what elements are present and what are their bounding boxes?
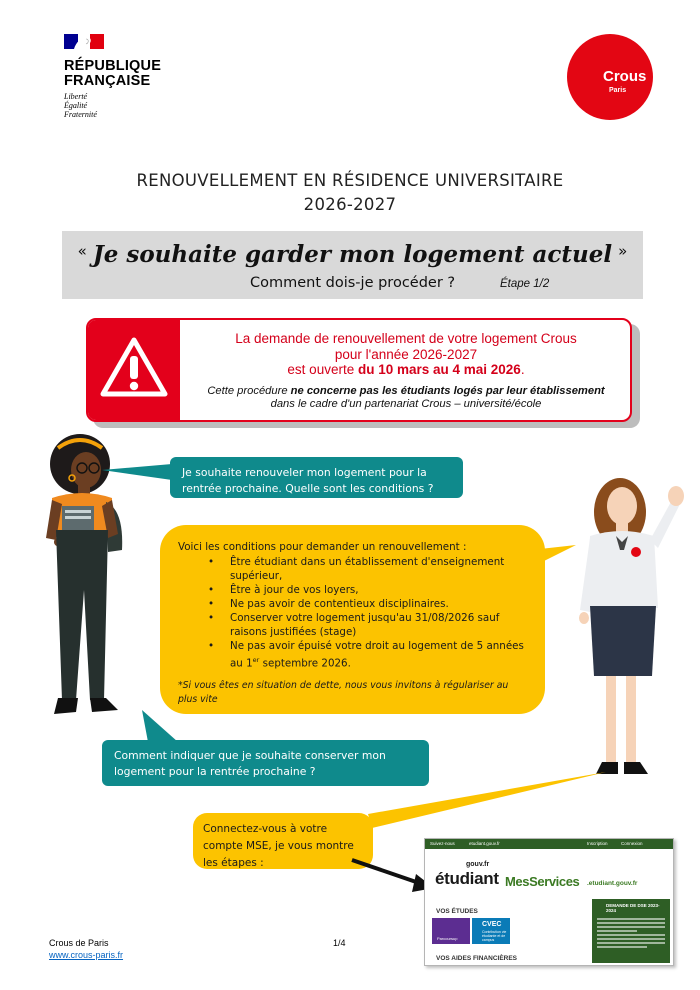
republic-motto: Liberté Égalité Fraternité — [64, 92, 97, 119]
warning-line-3: est ouverte du 10 mars au 4 mai 2026. — [287, 362, 525, 377]
screenshot-topbar: Suivez-nous etudiant.gouv.fr Inscription Connexion — [425, 839, 673, 849]
warning-line-1: La demande de renouvellement de votre logement Crous — [235, 331, 577, 346]
marianne-flag-icon — [64, 34, 104, 49]
screenshot-cvec-card: CVEC Contribution vie étudiante et de campus — [472, 918, 510, 944]
mes-services-screenshot — [424, 838, 674, 966]
screenshot-gouv: gouv.fr — [466, 861, 490, 868]
step-indicator: Étape 1/2 — [500, 278, 550, 290]
page-title: RENOUVELLEMENT EN RÉSIDENCE UNIVERSITAIRE — [136, 171, 564, 190]
screenshot-messervices: MesServices — [505, 874, 580, 889]
bubble-tail — [102, 462, 174, 482]
screenshot-etudes-heading: VOS ÉTUDES — [436, 908, 478, 915]
warning-dates: du 10 mars au 4 mai 2026 — [357, 362, 521, 377]
condition-item: • Être à jour de vos loyers, — [208, 583, 529, 597]
conditions-list — [208, 555, 529, 670]
quote-banner — [62, 231, 643, 299]
bubble-tail — [368, 770, 608, 830]
footer-website-link[interactable]: www.crous-paris.fr — [49, 950, 124, 960]
page-title-years: 2026-2027 — [303, 195, 397, 214]
advisor-illustration — [572, 470, 692, 785]
conditions-bubble — [160, 525, 545, 714]
student-question-bubble-1: Je souhaite renouveler mon logement pour la rentrée prochaine. Quelle sont les conditions ? — [170, 457, 463, 498]
warning-note-2: dans le cadre d'un partenariat Crous – université/école — [270, 397, 542, 410]
bubble-tail — [140, 710, 180, 744]
page-number: 1/4 — [333, 938, 346, 948]
screenshot-url: .etudiant.gouv.fr — [587, 880, 638, 887]
condition-item: • Conserver votre logement jusqu'au 31/08/2026 sauf raisons justifiées (stage) — [208, 611, 529, 639]
main-quote: Je souhaite garder mon logement actuel — [92, 241, 613, 268]
warning-triangle-icon — [100, 336, 168, 398]
open-quote-mark: « — [77, 242, 87, 260]
crous-logo — [567, 34, 653, 120]
republique-francaise-name: RÉPUBLIQUE FRANÇAISE — [64, 58, 162, 89]
warning-icon-panel — [88, 320, 180, 420]
crous-logo-name: Crous — [603, 68, 647, 85]
close-quote-mark: » — [618, 242, 628, 260]
conditions-intro: Voici les conditions pour demander un renouvellement : — [178, 541, 467, 553]
screenshot-etudiant-logo: étudiant — [435, 869, 499, 888]
screenshot-header — [425, 849, 673, 897]
condition-item: • Être étudiant dans un établissement d'enseignement supérieur, — [208, 555, 529, 583]
republique-francaise-logo — [64, 34, 174, 119]
warning-line-2: pour l'année 2026-2027 — [334, 346, 478, 362]
banner-subtitle: Comment dois-je procéder ? — [250, 275, 456, 291]
warning-note-1: Cette procédure ne concerne pas les étudiants logés par leur établissement — [207, 384, 605, 397]
warning-text — [188, 331, 624, 411]
quote-line — [62, 241, 643, 268]
crous-logo-city: Paris — [609, 87, 627, 94]
screenshot-aides-heading: VOS AIDES FINANCIÈRES — [436, 955, 518, 962]
footer-crous-name: Crous de Paris — [49, 938, 109, 948]
connect-bubble: Connectez-vous à votre compte MSE, je vous montre les étapes : — [193, 813, 373, 869]
condition-item: • Ne pas avoir de contentieux disciplinaires. — [208, 597, 529, 611]
student-question-bubble-2: Comment indiquer que je souhaite conserver mon logement pour la rentrée prochaine ? — [102, 740, 429, 786]
debt-note: *Si vous êtes en situation de dette, nous vous invitons à régulariser au plus vite — [178, 680, 509, 706]
warning-box — [86, 318, 632, 422]
bubble-tail — [540, 545, 578, 565]
condition-item: • Ne pas avoir épuisé votre droit au logement de 5 années au 1er septembre 2026. — [208, 639, 529, 670]
screenshot-parcoursup-card: Parcoursup — [432, 918, 470, 944]
screenshot-dse-panel: DEMANDE DE DSE 2023-2024 — [592, 899, 670, 963]
